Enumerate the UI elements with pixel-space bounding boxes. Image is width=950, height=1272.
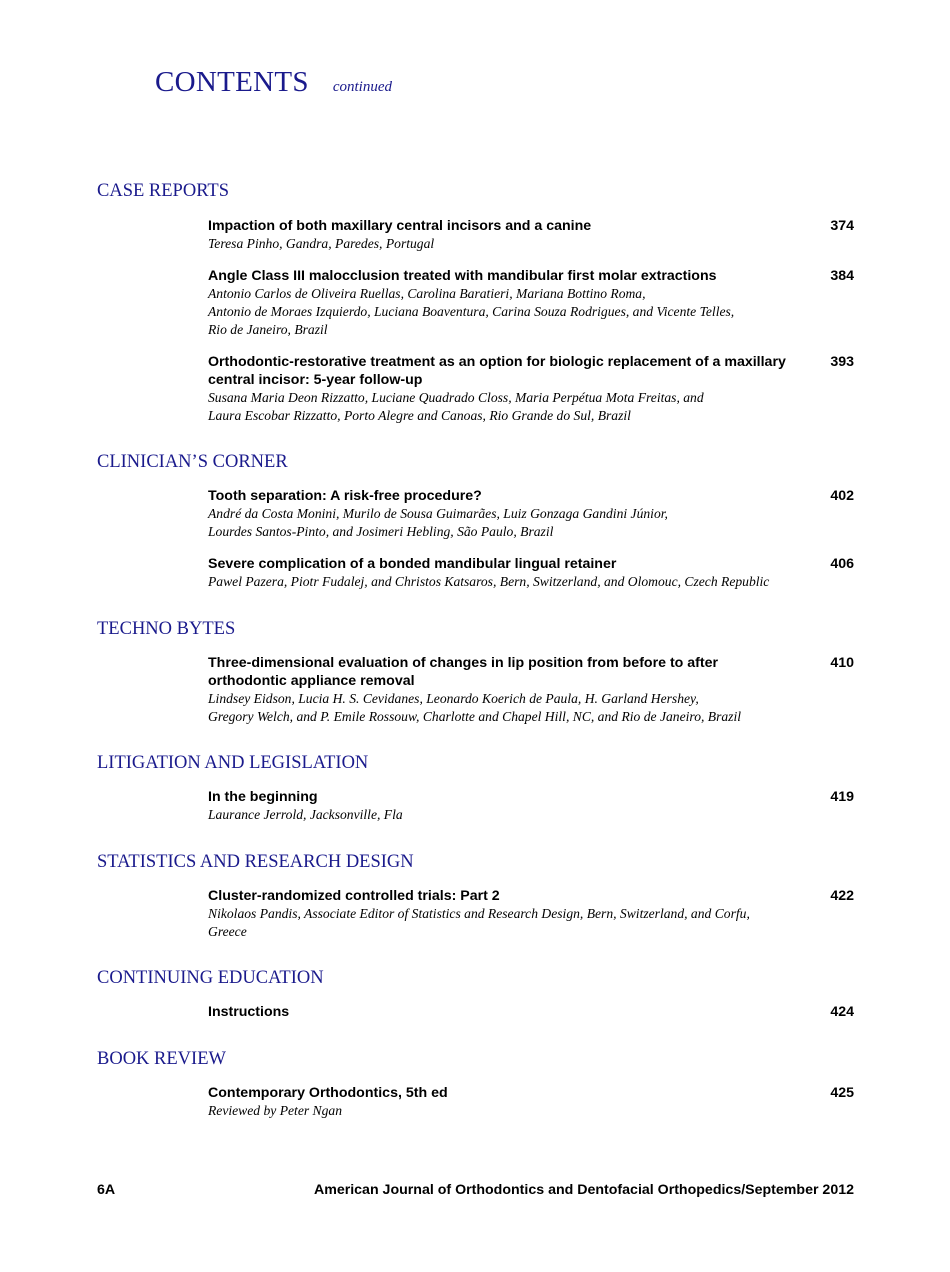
entry-authors: Reviewed by Peter Ngan (208, 1103, 342, 1118)
entry-title: Cluster-randomized controlled trials: Part 2 (208, 888, 500, 904)
toc-entry[interactable] (208, 555, 854, 591)
page-title: CONTENTS (155, 66, 309, 98)
entry-title: Tooth separation: A risk-free procedure? (208, 488, 482, 504)
entry-title: Orthodontic-restorative treatment as an option for biologic replacement of a maxillary central incisor: 5-year follow-up (208, 354, 786, 388)
toc-entry[interactable] (208, 353, 854, 425)
section-title: BOOK REVIEW (97, 1049, 226, 1069)
entry-page-number: 410 (830, 655, 854, 671)
entry-title: Instructions (208, 1004, 290, 1020)
page-subtitle: continued (332, 79, 392, 95)
toc-entry[interactable] (208, 788, 854, 824)
footer-page-number: 6A (97, 1182, 116, 1198)
toc-entry[interactable] (208, 487, 854, 541)
entry-page-number: 402 (830, 488, 854, 504)
page-header (155, 66, 392, 99)
entry-authors: Pawel Pazera, Piotr Fudalej, and Christos Katsaros, Bern, Switzerland, and Olomouc, Czech Republic (208, 574, 770, 589)
section-title: TECHNO BYTES (97, 619, 236, 639)
toc-entry[interactable] (208, 654, 854, 726)
section-title: CONTINUING EDUCATION (97, 968, 324, 988)
entry-authors: Laurance Jerrold, Jacksonville, Fla (208, 807, 403, 822)
entry-title: Contemporary Orthodontics, 5th ed (208, 1085, 448, 1101)
section-title: STATISTICS AND RESEARCH DESIGN (97, 852, 414, 872)
section-title: CASE REPORTS (97, 181, 230, 201)
section-title: LITIGATION AND LEGISLATION (97, 753, 369, 773)
entry-title: Three-dimensional evaluation of changes in lip position from before to after orthodontic appliance removal (208, 655, 719, 689)
entry-page-number: 419 (830, 789, 854, 805)
toc-entry[interactable] (208, 1084, 854, 1120)
entry-authors: Antonio Carlos de Oliveira Ruellas, Carolina Baratieri, Mariana Bottino Roma, Antonio de Moraes Izquierdo, Luciana Boaventura, Carina Souza Rodrigues, and Vicente Telles, Rio de Janeiro, Brazil (208, 286, 735, 337)
toc-entry[interactable] (208, 1003, 854, 1021)
entry-authors: Nikolaos Pandis, Associate Editor of Statistics and Research Design, Bern, Switzerland, and Corfu, Greece (208, 906, 750, 939)
entry-authors: Susana Maria Deon Rizzatto, Luciane Quadrado Closs, Maria Perpétua Mota Freitas, and Laura Escobar Rizzatto, Porto Alegre and Canoas, Rio Grande do Sul, Brazil (208, 390, 704, 423)
entry-page-number: 384 (830, 268, 854, 284)
section-title: CLINICIAN’S CORNER (97, 452, 288, 472)
footer-journal-info: American Journal of Orthodontics and Dentofacial Orthopedics/September 2012 (313, 1182, 854, 1198)
entry-title: In the beginning (208, 789, 318, 805)
toc-entry[interactable] (208, 217, 854, 253)
toc-entry[interactable] (208, 267, 854, 339)
entry-title: Impaction of both maxillary central incisors and a canine (208, 218, 592, 234)
toc-entry[interactable] (208, 887, 854, 941)
entry-authors: André da Costa Monini, Murilo de Sousa Guimarães, Luiz Gonzaga Gandini Júnior, Lourdes Santos-Pinto, and Josimeri Hebling, São Paulo, Brazil (208, 506, 668, 539)
entry-page-number: 406 (830, 556, 854, 572)
entry-page-number: 424 (830, 1004, 854, 1020)
entry-authors: Teresa Pinho, Gandra, Paredes, Portugal (208, 236, 435, 251)
entry-page-number: 393 (830, 354, 854, 370)
entry-page-number: 374 (830, 218, 854, 234)
entry-page-number: 425 (830, 1085, 854, 1101)
entry-page-number: 422 (830, 888, 854, 904)
entry-authors: Lindsey Eidson, Lucia H. S. Cevidanes, Leonardo Koerich de Paula, H. Garland Hershey, Gregory Welch, and P. Emile Rossouw, Charlotte and Chapel Hill, NC, and Rio de Janeiro, Brazil (208, 691, 742, 724)
entry-title: Severe complication of a bonded mandibular lingual retainer (208, 556, 617, 572)
entry-title: Angle Class III malocclusion treated with mandibular first molar extractions (208, 268, 717, 284)
